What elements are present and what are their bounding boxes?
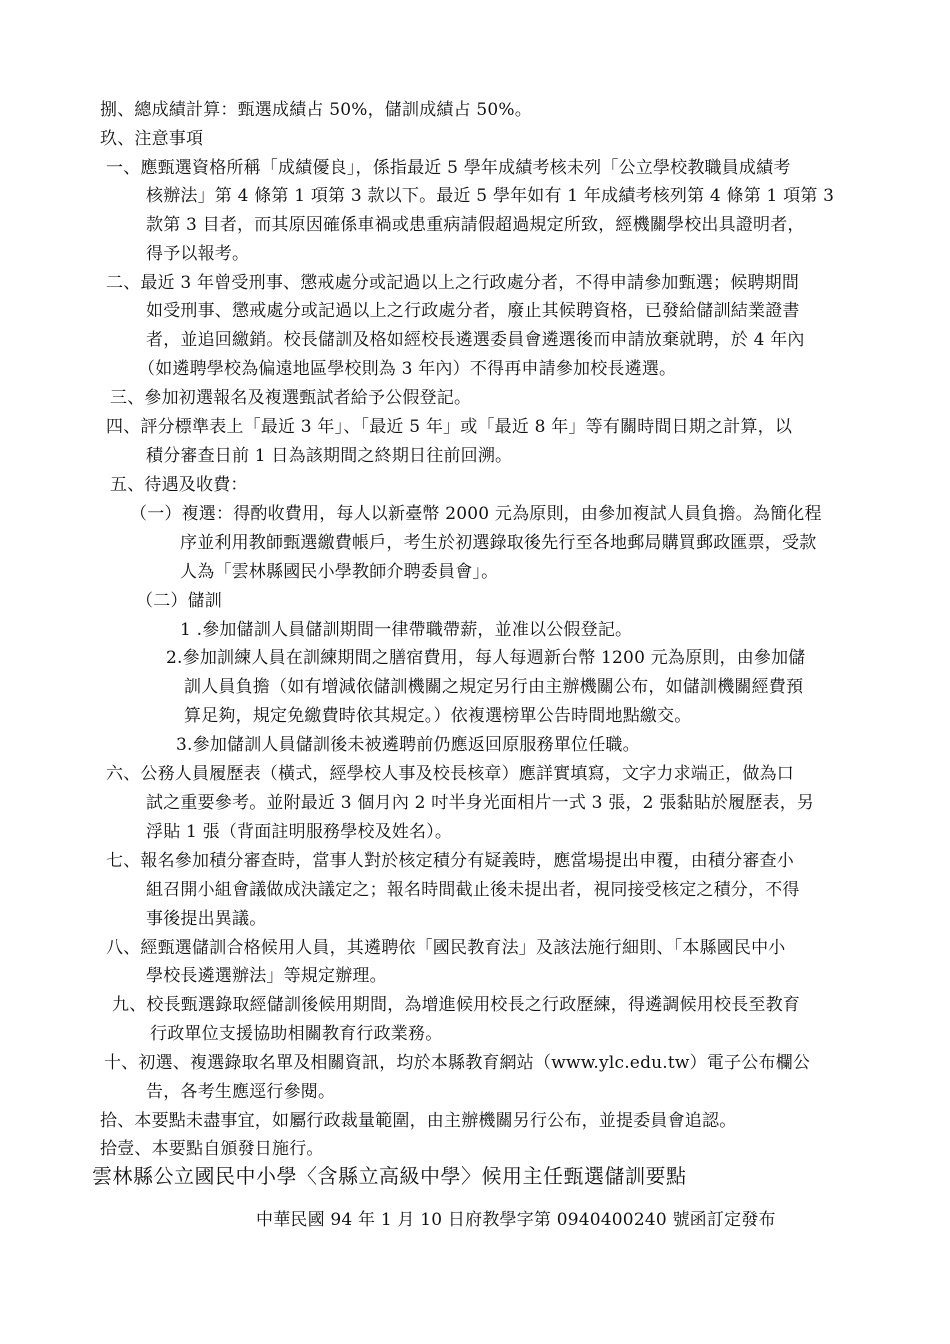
section-10-line-1: 拾、本要點未盡事宜，如屬行政裁量範圍，由主辦機關另行公布，並提委員會追認。 (100, 1111, 737, 1131)
section-8-line-1: 捌、總成績計算：甄選成績占 50%，儲訓成績占 50%。 (100, 100, 532, 120)
item-9-line-2: 行政單位支援協助相關教育行政業務。 (150, 1024, 443, 1044)
item-4-line-1: 四、評分標準表上「最近 3 年」、「最近 5 年」或「最近 8 年」等有關時間日期之計算，以 (106, 417, 793, 437)
item-10-line-1: 十、初選、複選錄取名單及相關資訊，均於本縣教育網站（www.ylc.edu.tw）電子公布欄公 (104, 1053, 811, 1073)
item-8-line-1: 八、經甄選儲訓合格候用人員，其遴聘依「國民教育法」及該法施行細則、「本縣國民中小 (106, 938, 786, 958)
item-1-line-3: 款第 3 目者，而其原因確係車禍或患重病請假超過規定所致，經機關學校出具證明者， (146, 215, 805, 235)
item-5-line-1: 五、待遇及收費： (110, 475, 248, 495)
item-6-line-1: 六、公務人員履歷表（橫式，經學校人事及校長核章）應詳實填寫，文字力求端正，做為口 (106, 764, 794, 784)
item-2-line-3: 者，並追回繳銷。校長儲訓及格如經校長遴選委員會遴選後而申請放棄就聘，於 4 年內 (146, 330, 805, 350)
section-11-line-1: 拾壹、本要點自頒發日施行。 (100, 1139, 324, 1159)
item-5b2-line-1: 2.參加訓練人員在訓練期間之膳宿費用，每人每週新台幣 1200 元為原則，由參加儲 (166, 648, 806, 668)
item-1-line-1: 一、應甄選資格所稱「成績優良」，係指最近 5 學年成績考核未列「公立學校教職員成績考 (106, 158, 791, 178)
section-9-heading: 玖、注意事項 (100, 129, 204, 149)
item-2-line-4: （如遴聘學校為偏遠地區學校則為 3 年內）不得再申請參加校長遴選。 (138, 359, 677, 379)
next-document-issued-note: 中華民國 94 年 1 月 10 日府教學字第 0940400240 號函訂定發布 (256, 1210, 776, 1230)
item-7-line-2: 組召開小組會議做成決議定之；報名時間截止後未提出者，視同接受核定之積分，不得 (146, 880, 800, 900)
item-10-line-2: 告，各考生應逕行參閱。 (146, 1082, 336, 1102)
item-2-line-2: 如受刑事、懲戒處分或記過以上之行政處分者，廢止其候聘資格，已發給儲訓結業證書 (146, 301, 800, 321)
item-5b2-line-2: 訓人員負擔（如有增減依儲訓機關之規定另行由主辦機關公布，如儲訓機關經費預 (184, 677, 804, 697)
item-5a-line-2: 序並利用教師甄選繳費帳戶，考生於初選錄取後先行至各地郵局購買郵政匯票，受款 (180, 533, 817, 553)
item-4-line-2: 積分審查日前 1 日為該期間之終期日往前回溯。 (146, 446, 513, 466)
item-5b1-line-1: 1 .參加儲訓人員儲訓期間一律帶職帶薪，並准以公假登記。 (180, 620, 633, 640)
item-7-line-1: 七、報名參加積分審查時，當事人對於核定積分有疑義時，應當場提出申覆，由積分審查小 (106, 851, 794, 871)
item-9-line-1: 九、校長甄選錄取經儲訓後候用期間，為增進候用校長之行政歷練，得遴調候用校長至教育 (112, 995, 800, 1015)
item-1-line-2: 核辦法」第 4 條第 1 項第 3 款以下。最近 5 學年如有 1 年成績考核列第 4 條第 1 項第 3 (146, 186, 835, 206)
item-5b3-line-1: 3.參加儲訓人員儲訓後未被遴聘前仍應返回原服務單位任職。 (176, 735, 640, 755)
item-2-line-1: 二、最近 3 年曾受刑事、懲戒處分或記過以上之行政處分者，不得申請參加甄選；候聘期間 (106, 273, 800, 293)
item-8-line-2: 學校長遴選辦法」等規定辦理。 (146, 966, 387, 986)
item-6-line-3: 浮貼 1 張（背面註明服務學校及姓名）。 (146, 822, 453, 842)
item-5a-line-3: 人為「雲林縣國民小學教師介聘委員會」。 (180, 562, 499, 582)
next-document-title: 雲林縣公立國民中小學〈含縣立高級中學〉候用主任甄選儲訓要點 (92, 1164, 687, 1188)
item-7-line-3: 事後提出異議。 (146, 909, 267, 929)
item-1-line-4: 得予以報考。 (146, 244, 250, 264)
item-6-line-2: 試之重要參考。並附最近 3 個月內 2 吋半身光面相片一式 3 張，2 張黏貼於履歷表，另 (146, 793, 815, 813)
item-5b2-line-3: 算足夠，規定免繳費時依其規定。）依複選榜單公告時間地點繳交。 (184, 706, 692, 726)
item-5a-line-1: （一）複選：得酌收費用，每人以新臺幣 2000 元為原則，由參加複試人員負擔。為簡化程 (130, 504, 822, 524)
item-3-line-1: 三、參加初選報名及複選甄試者給予公假登記。 (110, 388, 472, 408)
item-5b-heading: （二）儲訓 (136, 591, 222, 611)
